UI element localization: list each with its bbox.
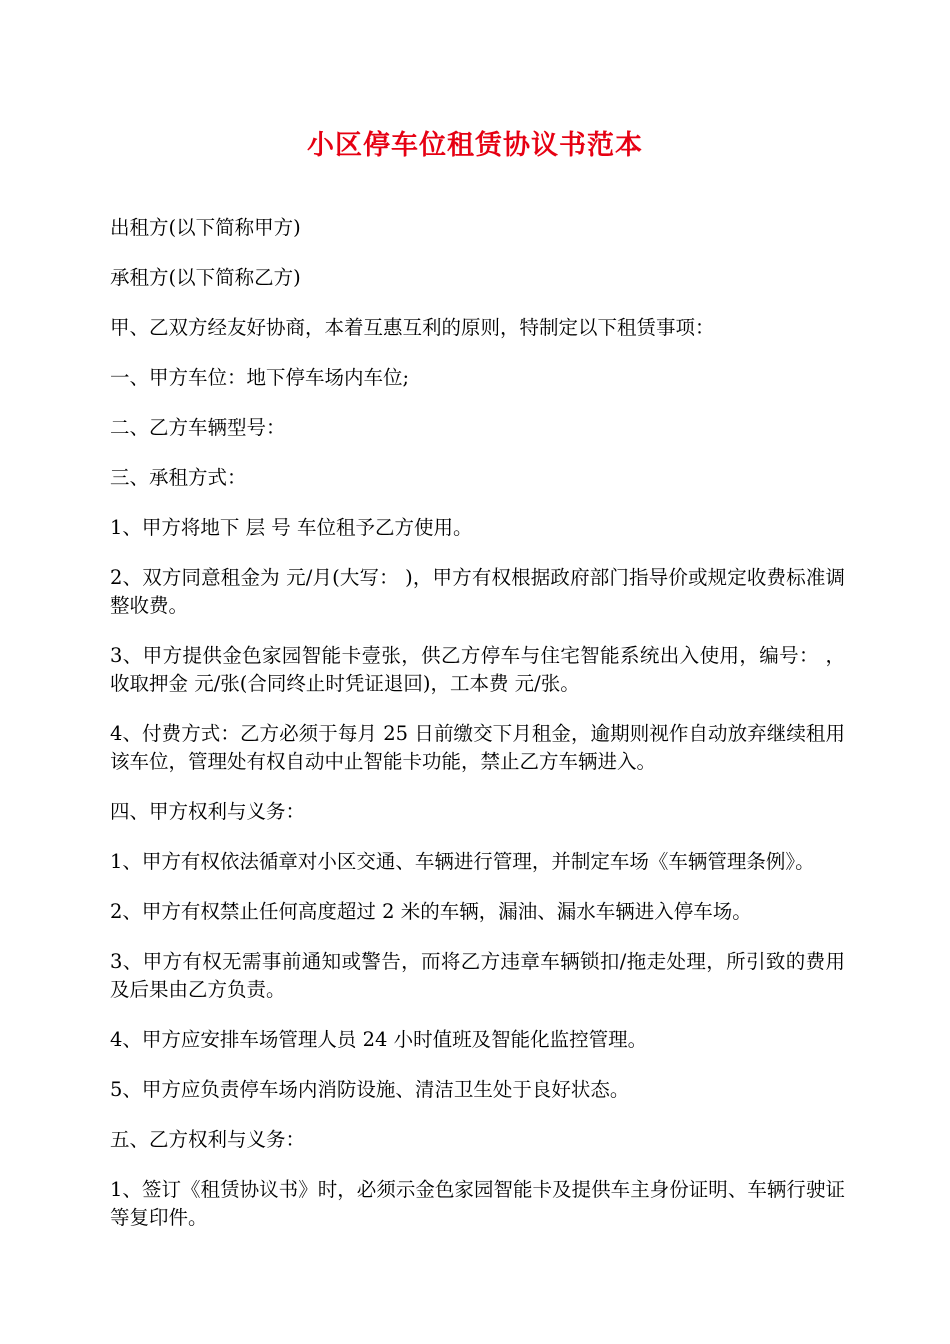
paragraph-preamble: 甲、乙双方经友好协商，本着互惠互利的原则，特制定以下租赁事项： xyxy=(110,316,715,339)
document-title: 小区停车位租赁协议书范本 xyxy=(307,130,643,161)
paragraph-section-4: 四、甲方权利与义务： xyxy=(110,800,306,823)
paragraph-section-3: 三、承租方式： xyxy=(110,466,247,489)
paragraph-4-1: 1、甲方有权依法循章对小区交通、车辆进行管理，并制定车场《车辆管理条例》。 xyxy=(110,850,815,873)
paragraph-3-2: 2、双方同意租金为 元/月(大写： )，甲方有权根据政府部门指导价或规定收费标准调整收费。 xyxy=(110,566,845,617)
paragraph-4-5: 5、甲方应负责停车场内消防设施、清洁卫生处于良好状态。 xyxy=(110,1078,630,1101)
paragraph-lessor: 出租方(以下简称甲方) xyxy=(110,216,301,239)
paragraph-lessee: 承租方(以下简称乙方) xyxy=(110,266,301,289)
paragraph-4-2: 2、甲方有权禁止任何高度超过 2 米的车辆，漏油、漏水车辆进入停车场。 xyxy=(110,900,752,923)
paragraph-3-3: 3、甲方提供金色家园智能卡壹张，供乙方停车与住宅智能系统出入使用，编号： ，收取押金 元/张(合同终止时凭证退回)，工本费 元/张。 xyxy=(110,644,845,695)
paragraph-5-1: 1、签订《租赁协议书》时，必须示金色家园智能卡及提供车主身份证明、车辆行驶证等复印件。 xyxy=(110,1178,845,1229)
document-body xyxy=(110,214,845,1254)
paragraph-4-3: 3、甲方有权无需事前通知或警告，而将乙方违章车辆锁扣/拖走处理，所引致的费用及后果由乙方负责。 xyxy=(110,950,845,1001)
paragraph-3-1: 1、甲方将地下 层 号 车位租予乙方使用。 xyxy=(110,516,473,539)
paragraph-section-2: 二、乙方车辆型号： xyxy=(110,416,286,439)
paragraph-3-4: 4、付费方式：乙方必须于每月 25 日前缴交下月租金，逾期则视作自动放弃继续租用该车位，管理处有权自动中止智能卡功能，禁止乙方车辆进入。 xyxy=(110,722,845,773)
paragraph-section-1: 一、甲方车位：地下停车场内车位; xyxy=(110,366,410,389)
paragraph-section-5: 五、乙方权利与义务： xyxy=(110,1128,306,1151)
paragraph-4-4: 4、甲方应安排车场管理人员 24 小时值班及智能化监控管理。 xyxy=(110,1028,648,1051)
